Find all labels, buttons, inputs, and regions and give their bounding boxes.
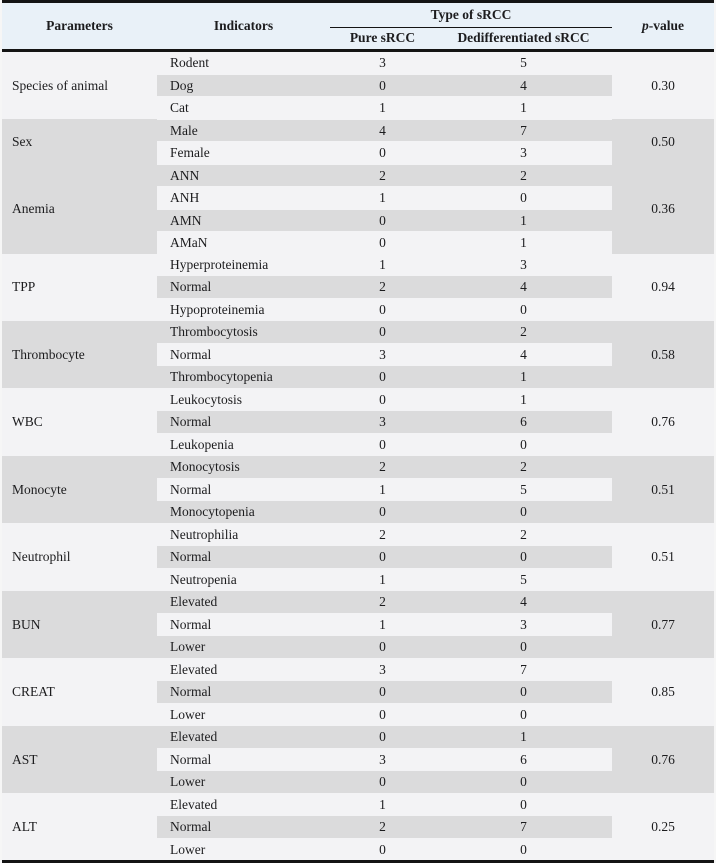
pure-srcc-value-cell: 1: [330, 478, 435, 501]
p-value-cell: 0.76: [612, 726, 714, 794]
parameter-cell: CREAT: [2, 658, 157, 726]
dedifferentiated-srcc-value-cell: 0: [435, 298, 612, 321]
dedifferentiated-srcc-value-cell: 5: [435, 478, 612, 501]
indicator-cell: Elevated: [157, 591, 330, 614]
dedifferentiated-srcc-value-cell: 0: [435, 433, 612, 456]
indicator-cell: AMN: [157, 209, 330, 232]
parameter-cell: Thrombocyte: [2, 321, 157, 389]
dedifferentiated-srcc-value-cell: 0: [435, 771, 612, 794]
pure-srcc-value-cell: 1: [330, 97, 435, 120]
dedifferentiated-srcc-value-cell: 1: [435, 97, 612, 120]
dedifferentiated-srcc-value-cell: 6: [435, 411, 612, 434]
dedifferentiated-srcc-value-cell: 5: [435, 568, 612, 591]
indicator-cell: Normal: [157, 816, 330, 839]
table-row: [2, 164, 714, 187]
dedifferentiated-srcc-value-cell: 4: [435, 74, 612, 97]
indicator-cell: ANN: [157, 164, 330, 187]
dedifferentiated-srcc-value-cell: 2: [435, 456, 612, 479]
pure-srcc-value-cell: 1: [330, 793, 435, 816]
indicator-cell: Leukopenia: [157, 433, 330, 456]
pure-srcc-value-cell: 1: [330, 187, 435, 210]
p-value-cell: 0.30: [612, 51, 714, 120]
pure-srcc-value-cell: 4: [330, 119, 435, 142]
parameter-cell: AST: [2, 726, 157, 794]
pure-srcc-value-cell: 3: [330, 411, 435, 434]
p-value-cell: 0.85: [612, 658, 714, 726]
dedifferentiated-srcc-value-cell: 0: [435, 703, 612, 726]
pure-srcc-value-cell: 0: [330, 636, 435, 659]
table-row: [2, 254, 714, 276]
table-row: [2, 793, 714, 816]
table-row: [2, 726, 714, 749]
pure-srcc-value-cell: 1: [330, 568, 435, 591]
table-row: [2, 321, 714, 344]
dedifferentiated-srcc-value-cell: 7: [435, 816, 612, 839]
pure-srcc-value-cell: 0: [330, 546, 435, 569]
pure-srcc-value-cell: 0: [330, 433, 435, 456]
dedifferentiated-srcc-value-cell: 4: [435, 591, 612, 614]
indicator-cell: Lower: [157, 771, 330, 794]
p-value-cell: 0.76: [612, 388, 714, 456]
dedifferentiated-srcc-value-cell: 0: [435, 501, 612, 524]
dedifferentiated-srcc-value-cell: 0: [435, 681, 612, 704]
p-value-rest: -value: [648, 17, 684, 33]
dedifferentiated-srcc-value-cell: 0: [435, 793, 612, 816]
dedifferentiated-srcc-value-cell: 3: [435, 613, 612, 636]
dedifferentiated-srcc-value-cell: 0: [435, 838, 612, 862]
indicator-cell: Normal: [157, 613, 330, 636]
indicator-cell: Normal: [157, 478, 330, 501]
p-value-cell: 0.77: [612, 591, 714, 659]
indicator-cell: Neutrophilia: [157, 523, 330, 546]
p-value-cell: 0.51: [612, 456, 714, 524]
header-pure-srcc: Pure sRCC: [330, 28, 435, 51]
p-value-cell: 0.36: [612, 164, 714, 254]
pure-srcc-value-cell: 2: [330, 816, 435, 839]
dedifferentiated-srcc-value-cell: 7: [435, 119, 612, 142]
indicator-cell: Leukocytosis: [157, 388, 330, 411]
parameter-cell: Sex: [2, 119, 157, 164]
indicator-cell: Lower: [157, 636, 330, 659]
parameter-cell: WBC: [2, 388, 157, 456]
pure-srcc-value-cell: 0: [330, 501, 435, 524]
indicator-cell: Elevated: [157, 793, 330, 816]
dedifferentiated-srcc-value-cell: 0: [435, 187, 612, 210]
indicator-cell: Normal: [157, 276, 330, 299]
pure-srcc-value-cell: 0: [330, 681, 435, 704]
table-row: [2, 456, 714, 479]
indicator-cell: ANH: [157, 187, 330, 210]
comparison-table-container: [2, 0, 714, 863]
table-header: [2, 2, 714, 51]
indicator-cell: Thrombocytopenia: [157, 366, 330, 389]
dedifferentiated-srcc-value-cell: 4: [435, 343, 612, 366]
table-row: [2, 51, 714, 75]
parameter-cell: BUN: [2, 591, 157, 659]
indicator-cell: Monocytosis: [157, 456, 330, 479]
dedifferentiated-srcc-value-cell: 0: [435, 636, 612, 659]
pure-srcc-value-cell: 0: [330, 298, 435, 321]
indicator-cell: Cat: [157, 97, 330, 120]
pure-srcc-value-cell: 3: [330, 748, 435, 771]
dedifferentiated-srcc-value-cell: 1: [435, 726, 612, 749]
p-value-italic-p: p: [642, 17, 649, 33]
dedifferentiated-srcc-value-cell: 4: [435, 276, 612, 299]
pure-srcc-value-cell: 0: [330, 726, 435, 749]
p-value-cell: 0.94: [612, 254, 714, 321]
header-indicators: Indicators: [157, 2, 330, 51]
dedifferentiated-srcc-value-cell: 3: [435, 254, 612, 276]
indicator-cell: Male: [157, 119, 330, 142]
pure-srcc-value-cell: 0: [330, 232, 435, 254]
pure-srcc-value-cell: 0: [330, 321, 435, 344]
parameter-cell: Anemia: [2, 164, 157, 254]
p-value-cell: 0.50: [612, 119, 714, 164]
header-type-of-srcc: Type of sRCC: [330, 2, 612, 28]
table-row: [2, 388, 714, 411]
indicator-cell: Hypoproteinemia: [157, 298, 330, 321]
indicator-cell: Thrombocytosis: [157, 321, 330, 344]
pure-srcc-value-cell: 2: [330, 523, 435, 546]
pure-srcc-value-cell: 2: [330, 276, 435, 299]
indicator-cell: Female: [157, 142, 330, 165]
indicator-cell: Normal: [157, 748, 330, 771]
header-p-value: [612, 2, 714, 51]
dedifferentiated-srcc-value-cell: 7: [435, 658, 612, 681]
pure-srcc-value-cell: 2: [330, 591, 435, 614]
dedifferentiated-srcc-value-cell: 0: [435, 546, 612, 569]
indicator-cell: Monocytopenia: [157, 501, 330, 524]
indicator-cell: Neutropenia: [157, 568, 330, 591]
p-value-cell: 0.51: [612, 523, 714, 591]
parameter-cell: Neutrophil: [2, 523, 157, 591]
indicator-cell: Lower: [157, 703, 330, 726]
dedifferentiated-srcc-value-cell: 3: [435, 142, 612, 165]
pure-srcc-value-cell: 1: [330, 254, 435, 276]
indicator-cell: Lower: [157, 838, 330, 862]
table-row: [2, 523, 714, 546]
header-parameters: Parameters: [2, 2, 157, 51]
dedifferentiated-srcc-value-cell: 1: [435, 209, 612, 232]
indicator-cell: Normal: [157, 343, 330, 366]
indicator-cell: Normal: [157, 681, 330, 704]
pure-srcc-value-cell: 3: [330, 51, 435, 75]
dedifferentiated-srcc-value-cell: 2: [435, 321, 612, 344]
dedifferentiated-srcc-value-cell: 2: [435, 164, 612, 187]
pure-srcc-value-cell: 3: [330, 343, 435, 366]
pure-srcc-value-cell: 0: [330, 771, 435, 794]
srcc-comparison-table: [2, 0, 714, 863]
parameter-cell: Species of animal: [2, 51, 157, 120]
pure-srcc-value-cell: 1: [330, 613, 435, 636]
pure-srcc-value-cell: 3: [330, 658, 435, 681]
dedifferentiated-srcc-value-cell: 1: [435, 232, 612, 254]
parameter-cell: Monocyte: [2, 456, 157, 524]
parameter-cell: TPP: [2, 254, 157, 321]
indicator-cell: AMaN: [157, 232, 330, 254]
table-row: [2, 591, 714, 614]
pure-srcc-value-cell: 0: [330, 142, 435, 165]
dedifferentiated-srcc-value-cell: 1: [435, 388, 612, 411]
pure-srcc-value-cell: 0: [330, 209, 435, 232]
p-value-cell: 0.25: [612, 793, 714, 862]
table-row: [2, 658, 714, 681]
pure-srcc-value-cell: 2: [330, 164, 435, 187]
dedifferentiated-srcc-value-cell: 6: [435, 748, 612, 771]
p-value-cell: 0.58: [612, 321, 714, 389]
indicator-cell: Hyperproteinemia: [157, 254, 330, 276]
indicator-cell: Normal: [157, 546, 330, 569]
pure-srcc-value-cell: 0: [330, 838, 435, 862]
indicator-cell: Rodent: [157, 51, 330, 75]
pure-srcc-value-cell: 2: [330, 456, 435, 479]
table-row: [2, 119, 714, 142]
pure-srcc-value-cell: 0: [330, 703, 435, 726]
header-dedifferentiated-srcc: Dedifferentiated sRCC: [435, 28, 612, 51]
pure-srcc-value-cell: 0: [330, 74, 435, 97]
indicator-cell: Elevated: [157, 658, 330, 681]
pure-srcc-value-cell: 0: [330, 388, 435, 411]
dedifferentiated-srcc-value-cell: 2: [435, 523, 612, 546]
indicator-cell: Normal: [157, 411, 330, 434]
parameter-cell: ALT: [2, 793, 157, 862]
indicator-cell: Dog: [157, 74, 330, 97]
pure-srcc-value-cell: 0: [330, 366, 435, 389]
table-body: [2, 51, 714, 862]
indicator-cell: Elevated: [157, 726, 330, 749]
dedifferentiated-srcc-value-cell: 1: [435, 366, 612, 389]
dedifferentiated-srcc-value-cell: 5: [435, 51, 612, 75]
